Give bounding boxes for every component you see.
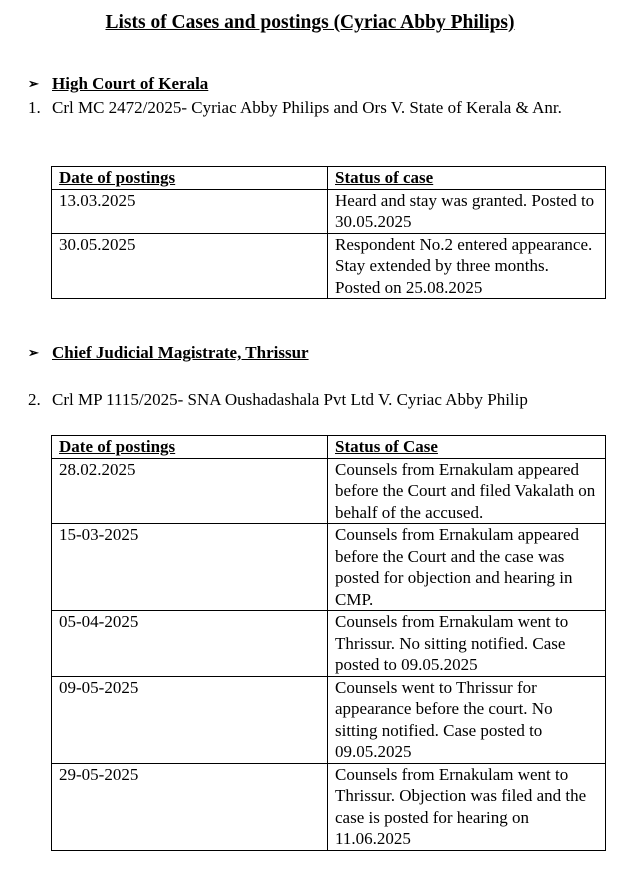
table-row <box>52 763 606 850</box>
case-title: Crl MP 1115/2025- SNA Oushadashala Pvt Ltd V. Cyriac Abby Philip <box>52 390 528 409</box>
case-status: Counsels from Ernakulam went to Thrissur. No sitting notified. Case posted to 09.05.2025 <box>328 611 606 677</box>
posting-date: 29-05-2025 <box>52 763 328 850</box>
column-header-date: Date of postings <box>52 436 328 459</box>
table-row <box>52 189 606 233</box>
case-number: 2. <box>28 390 41 409</box>
postings-table-1 <box>51 166 606 299</box>
column-header-status: Status of case <box>328 167 606 190</box>
table-row <box>52 676 606 763</box>
case-status: Counsels from Ernakulam appeared before the Court and the case was posted for objection and hearing in CMP. <box>328 524 606 611</box>
posting-date: 05-04-2025 <box>52 611 328 677</box>
arrow-bullet-icon: ➢ <box>28 76 39 91</box>
posting-date: 30.05.2025 <box>52 233 328 299</box>
section-heading-cjm-thrissur <box>28 343 309 363</box>
section-heading-high-court <box>28 74 208 94</box>
table-row <box>52 611 606 677</box>
page-title: Lists of Cases and postings (Cyriac Abby Philips) <box>105 12 515 33</box>
postings-table-2 <box>51 435 606 851</box>
case-title: Crl MC 2472/2025- Cyriac Abby Philips and Ors V. State of Kerala & Anr. <box>52 98 562 117</box>
column-header-date: Date of postings <box>52 167 328 190</box>
case-status: Counsels went to Thrissur for appearance before the court. No sitting notified. Case posted to 09.05.2025 <box>328 676 606 763</box>
case-item-2 <box>28 389 588 411</box>
case-status: Respondent No.2 entered appearance. Stay extended by three months. Posted on 25.08.2025 <box>328 233 606 299</box>
arrow-bullet-icon: ➢ <box>28 345 39 360</box>
case-status: Counsels from Ernakulam went to Thrissur. Objection was filed and the case is posted for hearing on 11.06.2025 <box>328 763 606 850</box>
section-heading-label: Chief Judicial Magistrate, Thrissur <box>52 343 309 362</box>
column-header-status: Status of Case <box>328 436 606 459</box>
table-header-row <box>52 436 606 459</box>
case-status: Counsels from Ernakulam appeared before the Court and filed Vakalath on behalf of the accused. <box>328 458 606 524</box>
table-row <box>52 233 606 299</box>
section-heading-label: High Court of Kerala <box>52 74 209 93</box>
case-number: 1. <box>28 98 41 117</box>
case-item-1 <box>28 97 588 119</box>
posting-date: 15-03-2025 <box>52 524 328 611</box>
posting-date: 28.02.2025 <box>52 458 328 524</box>
table-row <box>52 458 606 524</box>
posting-date: 13.03.2025 <box>52 189 328 233</box>
case-status: Heard and stay was granted. Posted to 30.05.2025 <box>328 189 606 233</box>
table-header-row <box>52 167 606 190</box>
table-row <box>52 524 606 611</box>
posting-date: 09-05-2025 <box>52 676 328 763</box>
